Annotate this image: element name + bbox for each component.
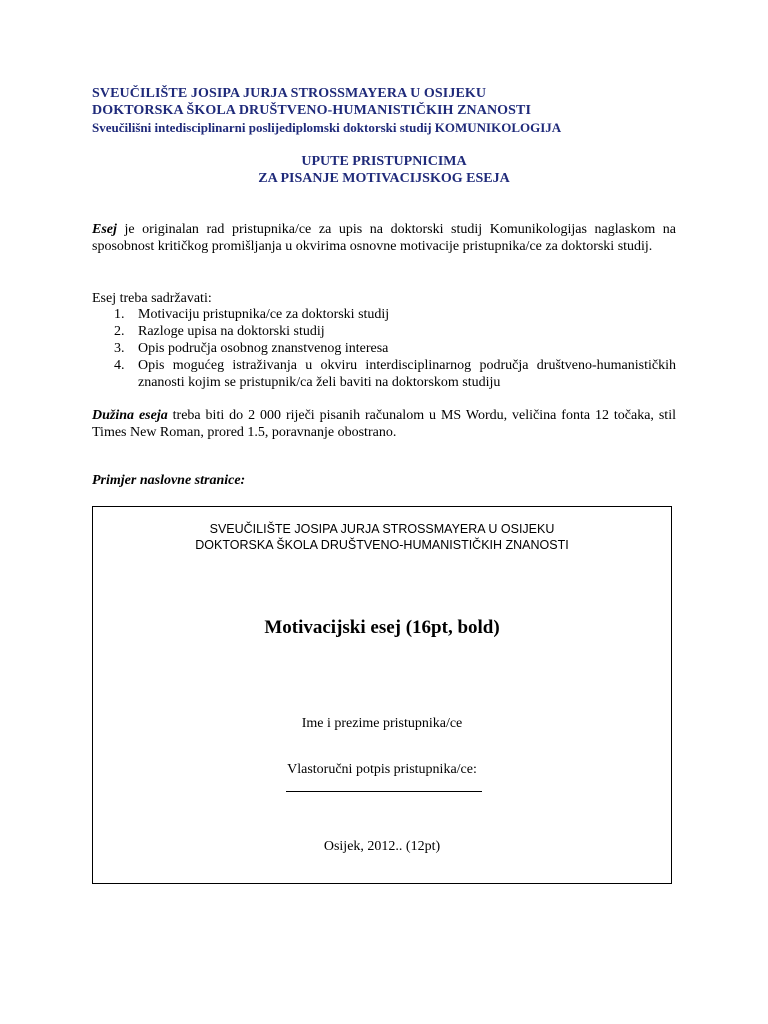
essay-definition-paragraph [92, 221, 676, 255]
list-item-text: Opis područja osobnog znanstvenog interesa [138, 341, 389, 356]
list-item-number: 3. [114, 341, 125, 356]
list-item [92, 306, 676, 323]
document-header [92, 85, 682, 136]
essay-definition-text: je originalan rad pristupnika/ce za upis na doktorski studij Komunikologijas naglaskom na sposobnost kritičkog promišljanja u okvirima osnovne motivacije pristupnika/ce za doktorski studij. [92, 222, 676, 254]
list-item-number: 2. [114, 324, 125, 339]
doctoral-school-name: DOKTORSKA ŠKOLA DRUŠTVENO-HUMANISTIČKIH ZNANOSTI [92, 103, 532, 118]
list-item [92, 323, 676, 340]
essay-length-term: Dužina eseja [92, 408, 168, 423]
list-item [92, 357, 676, 391]
list-item-text: Motivaciju pristupnika/ce za doktorski studij [138, 307, 390, 322]
instructions-title-line1: UPUTE PRISTUPNICIMA [301, 154, 467, 169]
example-school-name: DOKTORSKA ŠKOLA DRUŠTVENO-HUMANISTIČKIH ZNANOSTI [195, 538, 569, 552]
example-title-page [92, 506, 672, 884]
instructions-title [92, 153, 676, 187]
list-item-number: 1. [114, 307, 125, 322]
list-item-text: Razloge upisa na doktorski studij [138, 324, 325, 339]
essay-term: Esej [92, 222, 117, 237]
example-candidate-name: Ime i prezime pristupnika/ce [301, 716, 463, 731]
list-item [92, 340, 676, 357]
example-university-name: SVEUČILIŠTE JOSIPA JURJA STROSSMAYERA U OSIJEKU [209, 522, 555, 536]
list-item-text: Opis mogućeg istraživanja u okviru interdisciplinarnog područja društveno-humanističkih znanosti kojim se pristupnik/ca želi baviti na doktorskom studiju [138, 358, 676, 390]
signature-line [286, 791, 482, 792]
instructions-title-line2: ZA PISANJE MOTIVACIJSKOG ESEJA [258, 171, 510, 186]
example-signature-label: Vlastoručni potpis pristupnika/ce: [287, 762, 477, 777]
example-essay-title: Motivacijski esej (16pt, bold) [264, 617, 500, 638]
list-item-number: 4. [114, 358, 125, 373]
example-label: Primjer naslovne stranice: [92, 473, 246, 488]
study-program-name: Sveučilišni intedisciplinarni poslijediplomski doktorski studij KOMUNIKOLOGIJA [92, 120, 562, 135]
essay-length-text: treba biti do 2 000 riječi pisanih računalom u MS Wordu, veličina fonta 12 točaka, stil Times New Roman, prored 1.5, poravnanje obostrano. [92, 408, 676, 440]
essay-length-paragraph [92, 407, 676, 441]
essay-content-list [92, 306, 676, 391]
university-name: SVEUČILIŠTE JOSIPA JURJA STROSSMAYERA U OSIJEKU [92, 86, 487, 101]
list-intro: Esej treba sadržavati: [92, 291, 212, 306]
example-city-date: Osijek, 2012.. (12pt) [323, 839, 441, 854]
example-university-block [93, 521, 671, 553]
